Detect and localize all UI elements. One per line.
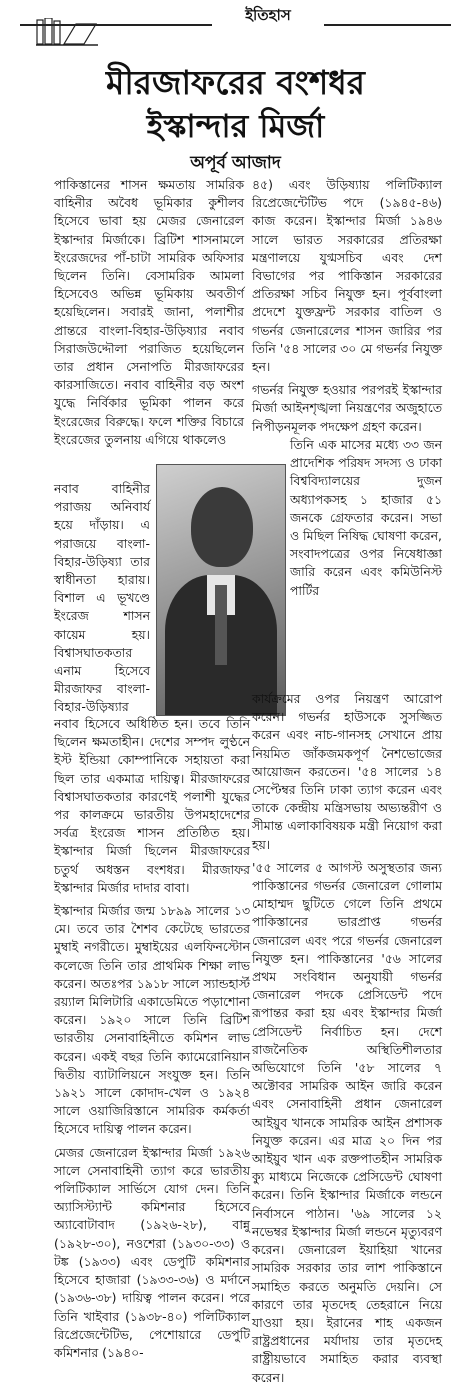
- column-left-top: [54, 176, 244, 454]
- paragraph: ইস্কান্দার মির্জার জন্ম ১৮৯৯ সালের ১৩ মে। তবে তার শৈশব কেটেছে ভারতের মুম্বাই নগরীতে। মুম্বাইয়ের এলফিনস্টোন কলেজে তিনি তার প্রাথমিক শিক্ষা লাভ করেন। অতঃপর ১৯১৮ সালে স্যান্ডহার্স্ট রয়্যাল মিলিটারি একাডেমিতে পড়াশোনা করেন। ১৯২০ সালে তিনি ব্রিটিশ ভারতীয় সেনাবাহিনীতে কমিশন লাভ করেন। একই বছর তিনি ক্যামেরোনিয়ান দ্বিতীয় ব্যাটালিয়নে সংযুক্ত হন। তিনি ১৯২১ সালে কোদাদ-খেল ও ১৯২৪ সালে ওয়াজিরিস্তানে সামরিক কর্মকর্তা হিসেবে দায়িত্ব পালন করেন।: [54, 903, 250, 1137]
- section-label: ইতিহাস: [212, 4, 324, 29]
- paragraph: পাকিস্তানের শাসন ক্ষমতায় সামরিক বাহিনীর অবৈধ ভূমিকার কুশীলব হিসেবে ভাবা হয় মেজর জেনারেল ইস্কান্দার মির্জাকে। ব্রিটিশ শাসনামলে ইংরেজদের পাঁ-চাটা সামরিক অফিসার ছিলেন তিনি। বেসামরিক আমলা হিসেবেও অভিন্ন ভূমিকায় অবতীর্ণ হয়েছিলেন। সবারই জানা, পলাশীর প্রান্তরে বাংলা-বিহার-উড়িষ্যার নবাব সিরাজউদ্দৌলা পরাজিত হয়েছিলেন তার প্রধান সেনাপতি মীরজাফরের কারসাজিতে। নবাব বাহিনীর বড় অংশ যুদ্ধে নির্বিকার ভূমিকা পালন করে ইংরেজের বিরুদ্ধে। ফলে শক্তির বিচারে ইংরেজের তুলনায় এগিয়ে থাকলেও: [54, 177, 244, 447]
- paragraph: '৫৫ সালের ৫ আগস্ট অসুস্থতার জন্য পাকিস্তানের গভর্নর জেনারেল গোলাম মোহাম্মদ ছুটিতে গেলে তিনি প্রথমে পাকিস্তানের ভারপ্রাপ্ত গভর্নর জেনারেল এবং পরে গভর্নর জেনারেল নিযুক্ত হন। পাকিস্তানের '৫৬ সালের প্রথম সংবিধান অনুযায়ী গভর্নর জেনারেল পদকে প্রেসিডেন্ট পদে রূপান্তর করা হয় এবং ইস্কান্দার মির্জা প্রেসিডেন্ট নির্বাচিত হন। দেশে রাজনৈতিক অস্থিতিশীলতার অভিযোগে তিনি '৫৮ সালের ৭ অক্টোবর সামরিক আইন জারি করেন এবং সেনাবাহিনী প্রধান জেনারেল আইয়ুব খানকে সামরিক আইন প্রশাসক নিযুক্ত করেন। এর মাত্র ২০ দিন পর আইয়ুব খান এক রক্তপাতহীন সামরিক ক্যু মাধ্যমে নিজেকে প্রেসিডেন্ট ঘোষণা করেন। তিনি ইস্কান্দার মির্জাকে লন্ডনে নির্বাসনে পাঠান। '৬৯ সালের ১২ নভেম্বর ইস্কান্দার মির্জা লন্ডনে মৃত্যুবরণ করেন। জেনারেল ইয়াহিয়া খানের সামরিক সরকার তার লাশ পাকিস্তানে সমাহিত করতে অনুমতি দেয়নি। সে কারণে তার মৃতদেহ তেহরানে নিয়ে যাওয়া হয়। ইরানের শাহ একজন রাষ্ট্রপ্রধানের মর্যাদায় তার মৃতদেহ রাষ্ট্রীয়ভাবে সমাহিত করার ব্যবস্থা করেন।: [252, 859, 442, 1385]
- portrait-head: [191, 487, 253, 567]
- headline-line-2: ইস্কান্দার মির্জা: [146, 107, 325, 145]
- column-left-beside-photo: [54, 480, 150, 722]
- portrait-tie: [215, 585, 227, 665]
- column-right-top: [252, 176, 442, 441]
- paragraph: গভর্নর নিযুক্ত হওয়ার পরপরই ইস্কান্দার মির্জা আইনশৃঙ্খলা নিয়ন্ত্রণের অজুহাতে নিপীড়নমূলক পদক্ষেপ গ্রহণ করেন।: [252, 382, 442, 434]
- books-icon: [36, 18, 98, 46]
- paragraph: নবাব বাহিনীর পরাজয় অনিবার্য হয়ে দাঁড়ায়। এ পরাজয়ে বাংলা-বিহার-উড়িষ্যা তার স্বাধীনতা হারায়। বিশাল এ ভূখণ্ডে ইংরেজ শাসন কায়েম হয়। বিশ্বাসঘাতকতার এনাম হিসেবে মীরজাফর বাংলা-বিহার-উড়িষ্যার: [54, 481, 150, 715]
- byline: অপূর্ব আজাদ: [190, 153, 281, 173]
- paragraph: নবাব হিসেবে অধিষ্ঠিত হন। তবে তিনি ছিলেন ক্ষমতাহীন। দেশের সম্পদ লুণ্ঠনে ইস্ট ইন্ডিয়া কোম্পানিকে সহায়তা করা ছিল তার একমাত্র দায়িত্ব। মীরজাফরের বিশ্বাসঘাতকতার কারণেই পলাশী যুদ্ধের পর কালক্রমে ভারতীয় উপমহাদেশের সর্বত্র ইংরেজ শাসন প্রতিষ্ঠিত হয়। ইস্কান্দার মির্জা ছিলেন মীরজাফরের চতুর্থ অধস্তন বংশধর। মীরজাফর ইস্কান্দার মির্জার দাদার বাবা।: [54, 716, 250, 895]
- column-right-bottom: [252, 690, 442, 1392]
- paragraph: মেজর জেনারেল ইস্কান্দার মির্জা ১৯২৬ সালে সেনাবাহিনী ত্যাগ করে ভারতীয় পলিটিক্যাল সার্ভিসে যোগ দেন। তিনি অ্যাসিস্ট্যান্ট কমিশনার হিসেবে অ্যাবোটাবাদ (১৯২৬-২৮), বান্নু (১৯২৮-৩০), নওশেরা (১৯৩০-৩৩) ও টঙ্ক (১৯৩৩) এবং ডেপুটি কমিশনার হিসেবে হাজারা (১৯৩৩-৩৬) ও মর্দানে (১৯৩৬-৩৮) দায়িত্ব পালন করেন। পরে তিনি খাইবার (১৯৩৮-৪০) পলিটিক্যাল রিপ্রেজেন্টেটিভ, পেশোয়ারে ডেপুটি কমিশনার (১৯৪০-: [54, 1144, 250, 1360]
- paragraph: কার্যক্রমের ওপর নিয়ন্ত্রণ আরোপ করেন। গভর্নর হাউসকে সুসজ্জিত করেন এবং নাচ-গানসহ সেখানে প্রায় নিয়মিত জাঁকজমকপূর্ণ নৈশভোজের আয়োজন করতেন। '৫৪ সালের ১৪ সেপ্টেম্বর তিনি ঢাকা ত্যাগ করেন এবং তাকে কেন্দ্রীয় মন্ত্রিসভায় অভ্যন্তরীণ ও সীমান্ত এলাকাবিষয়ক মন্ত্রী নিয়োগ করা হয়।: [252, 691, 442, 852]
- portrait-photo: [156, 464, 286, 716]
- paragraph: তিনি এক মাসের মধ্যে ৩৩ জন প্রাদেশিক পরিষদ সদস্য ও ঢাকা বিশ্ববিদ্যালয়ের দুজন অধ্যাপকসহ ১ হাজার ৫১ জনকে গ্রেফতার করেন। সভা ও মিছিল নিষিদ্ধ ঘোষণা করেন, সংবাদপত্রের ওপর নিষেধাজ্ঞা জারি করেন এবং কমিউনিস্ট পার্টির: [290, 437, 442, 598]
- column-right-beside-photo: [290, 436, 442, 605]
- headline-line-1: মীরজাফরের বংশধর: [106, 63, 365, 102]
- paragraph: ৪৫) এবং উড়িষ্যায় পলিটিক্যাল রিপ্রেজেন্টেটিভ পদে (১৯৪৫-৪৬) কাজ করেন। ইস্কান্দার মির্জা ১৯৪৬ সালে ভারত সরকারের প্রতিরক্ষা মন্ত্রণালয়ে যুগ্মসচিব এবং দেশ বিভাগের পর পাকিস্তান সরকারের প্রতিরক্ষা সচিব নিযুক্ত হন। পূর্ববাংলা প্রদেশে যুক্তফ্রন্ট সরকার বাতিল ও গভর্নর জেনারেলের শাসন জারির পর তিনি '৫৪ সালের ৩০ মে গভর্নর নিযুক্ত হন।: [252, 177, 442, 375]
- column-left-bottom: [54, 715, 250, 1367]
